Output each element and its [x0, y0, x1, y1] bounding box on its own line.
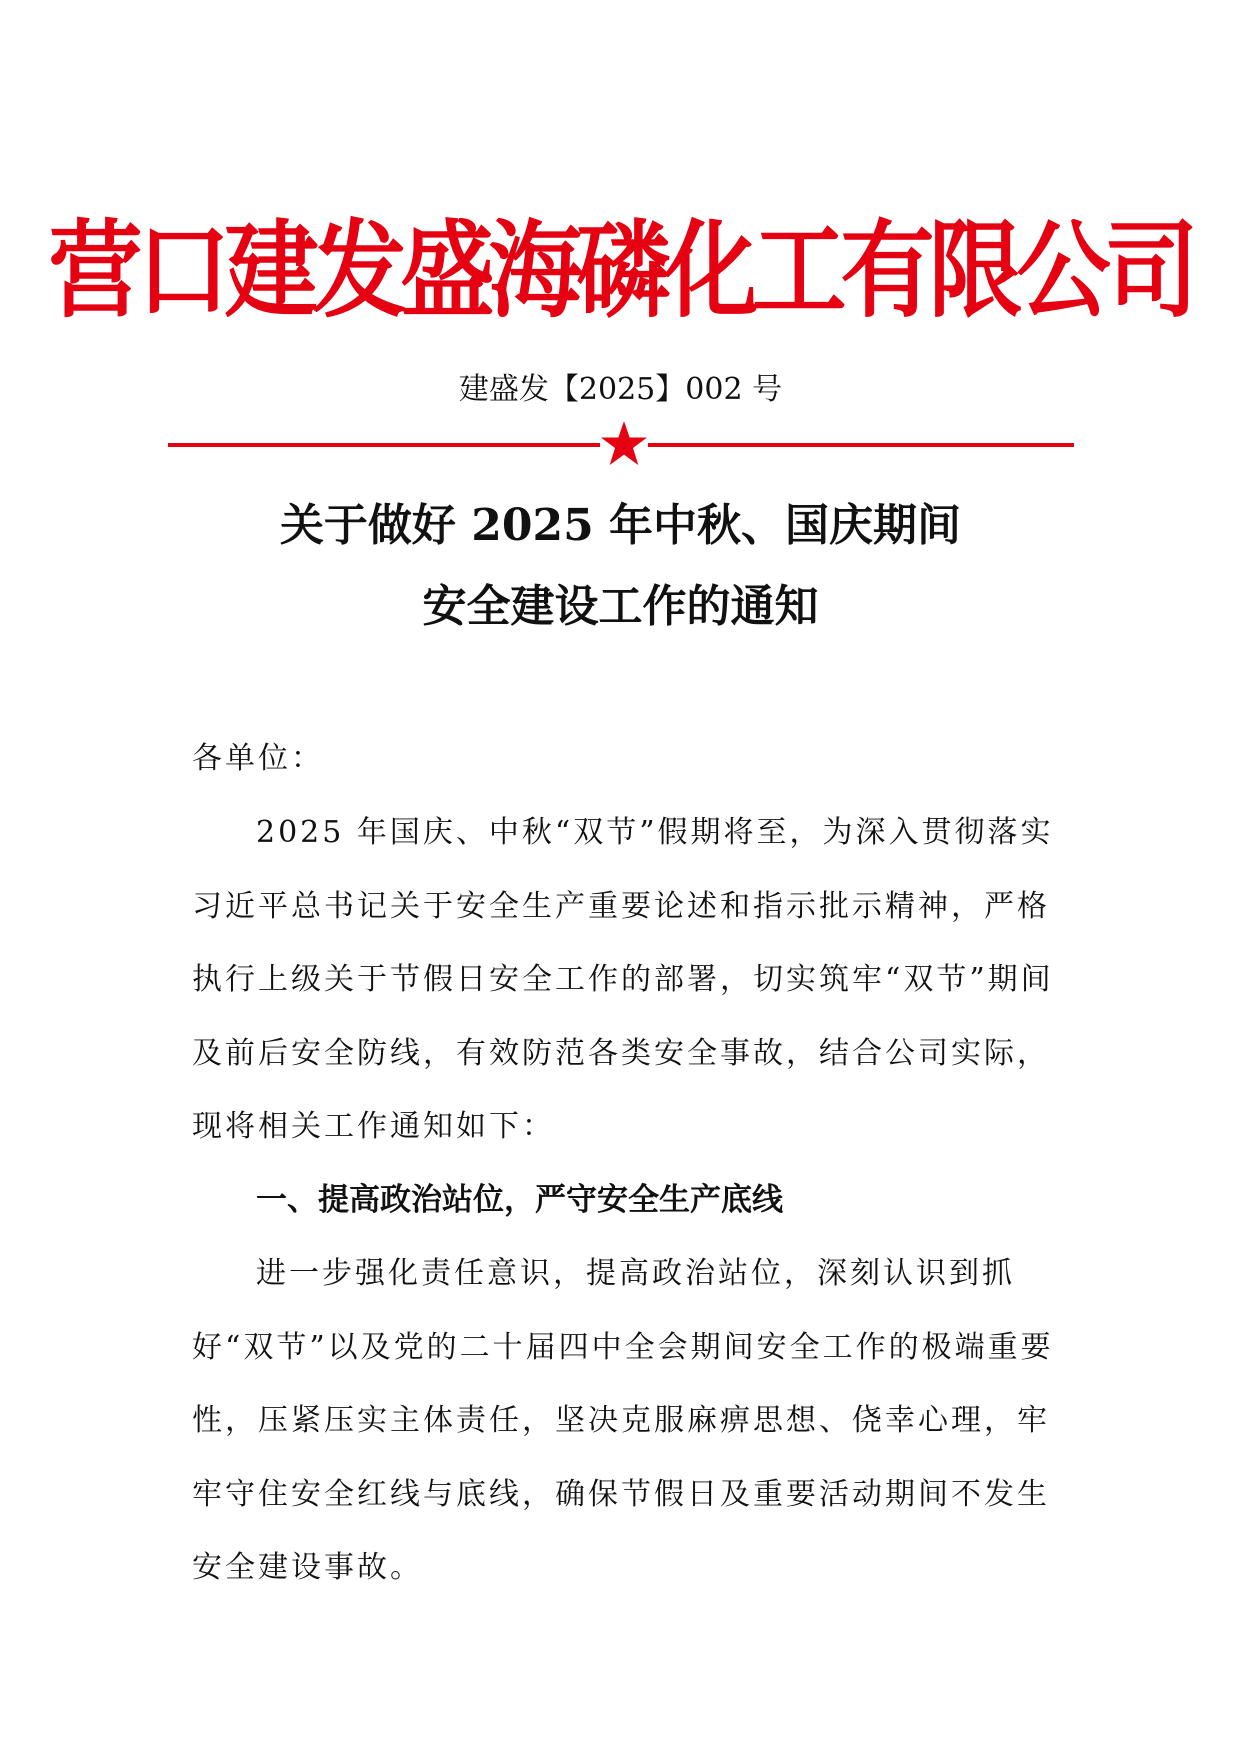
- section-heading-1: 一、提高政治站位，严守安全生产底线: [256, 1182, 783, 1218]
- notice-title-line-1: 关于做好 2025 年中秋、国庆期间: [279, 500, 962, 551]
- red-divider-right: [648, 443, 1074, 447]
- red-divider-left: [168, 443, 600, 447]
- organization-header: 营口建发盛海磷化工有限公司: [48, 210, 1193, 333]
- salutation: 各单位：: [192, 741, 324, 776]
- star-icon: [600, 420, 648, 466]
- notice-title-line-2: 安全建设工作的通知: [422, 581, 819, 632]
- intro-paragraph: 2025 年国庆、中秋“双节”假期将至，为深入贯彻落实习近平总书记关于安全生产重要论述和指示批示精神，严格执行上级关于节假日安全工作的部署，切实筑牢“双节”期间及前后安全防线，有效防范各类安全事故，结合公司实际，现将相关工作通知如下：: [192, 815, 1054, 1144]
- section-1-paragraph: 进一步强化责任意识，提高政治站位，深刻认识到抓好“双节”以及党的二十届四中全会期间安全工作的极端重要性，压紧压实主体责任，坚决克服麻痹思想、侥幸心理，牢牢守住安全红线与底线，确保节假日及重要活动期间不发生安全建设事故。: [192, 1256, 1054, 1585]
- document-number: 建盛发【2025】002 号: [458, 372, 783, 407]
